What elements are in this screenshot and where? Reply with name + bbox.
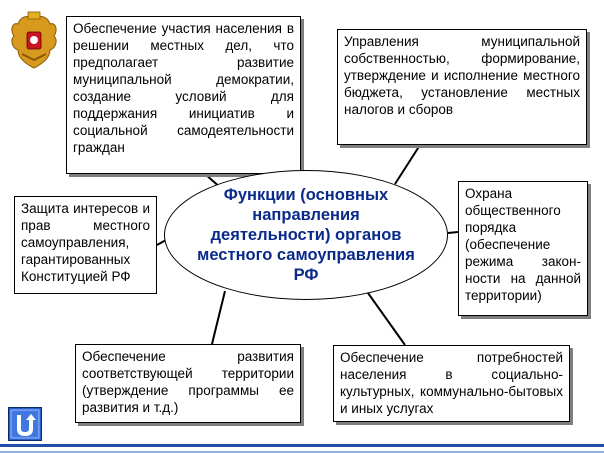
connector-needs (368, 293, 405, 345)
function-text-order: Охрана общественного порядка (обеспечение режима закон-ности на данной территории) (465, 186, 581, 303)
function-box-protection (14, 196, 157, 294)
coat-of-arms-icon (8, 10, 60, 72)
connector-order (448, 232, 458, 233)
central-title: Функции (основных направления деятельности) органов местного самоуправления РФ (197, 186, 415, 284)
function-text-needs: Обеспечение потребностей населения в социально-культурных, коммунально-бытовых и иных услугах (340, 350, 563, 416)
function-text-property: Управления муниципальной собственностью, формирование, утверждение и исполнение местного бюджета, установление местных налогов и сборов (344, 34, 580, 117)
footer-line (0, 444, 604, 447)
function-box-participation (66, 16, 301, 174)
central-ellipse (164, 170, 448, 300)
return-arrow-icon[interactable] (8, 407, 42, 441)
function-box-territory (75, 344, 301, 423)
connector-property (395, 145, 420, 184)
function-text-protection: Защита интересов и прав местного самоуправления, гарантированных Конституцией РФ (21, 201, 150, 284)
function-box-property (337, 29, 587, 145)
function-text-territory: Обеспечение развития соответствующей территории (утверждение программы ее развития и т.д.) (82, 349, 294, 415)
function-text-participation: Обеспечение участия населения в решении местных дел, что предполагает развитие муниципальной демократии, создание условий для поддержания инициатив и социальной самодеятельности граждан (73, 21, 294, 155)
function-box-order (458, 181, 588, 316)
connector-territory (212, 291, 225, 344)
function-box-needs (333, 345, 570, 422)
